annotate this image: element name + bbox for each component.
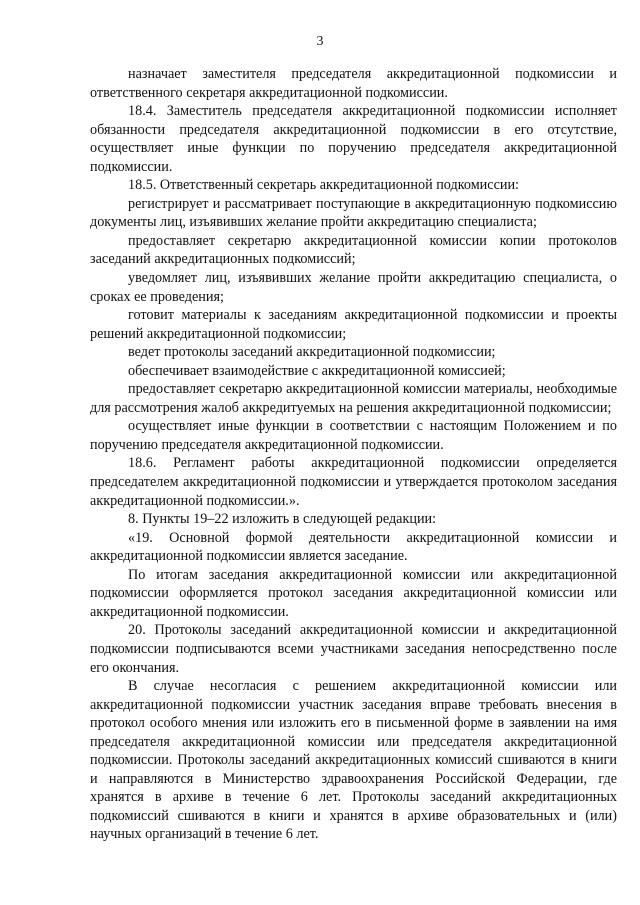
paragraph-keeps-minutes: ведет протоколы заседаний аккредитационной подкомиссии; bbox=[128, 344, 496, 361]
document-body bbox=[90, 65, 617, 844]
page-number: 3 bbox=[316, 34, 324, 49]
paragraph-provides-materials: предоставляет секретарю аккредитационной комиссии материалы, необходимые для рассмотрения жалоб аккредитуемых на решения аккредитационной подкомиссии; bbox=[90, 381, 617, 416]
paragraph-notifies: уведомляет лиц, изъявивших желание пройти аккредитацию специалиста, о сроках ее проведения; bbox=[90, 270, 617, 305]
paragraph-registers: регистрирует и рассматривает поступающие в аккредитационную подкомиссию документы лиц, изъявивших желание пройти аккредитацию специалиста; bbox=[90, 195, 617, 231]
paragraph-18-5: 18.5. Ответственный секретарь аккредитационной подкомиссии: bbox=[128, 177, 520, 194]
paragraph-meeting-results: По итогам заседания аккредитационной комиссии или аккредитационной подкомиссии оформляется протокол заседания аккредитационной комиссии или аккредитационной подкомиссии. bbox=[90, 566, 617, 620]
paragraph-other-functions: осуществляет иные функции в соответствии с настоящим Положением и по поручению председателя аккредитационной подкомиссии. bbox=[90, 418, 617, 453]
paragraph-18-6: 18.6. Регламент работы аккредитационной подкомиссии определяется председателем аккредитационной подкомиссии и утверждается протоколом заседания аккредитационной подкомиссии.». bbox=[90, 455, 617, 509]
paragraph-provides-copies: предоставляет секретарю аккредитационной комиссии копии протоколов заседаний аккредитационных подкомиссий; bbox=[90, 232, 617, 268]
paragraph-20: 20. Протоколы заседаний аккредитационной комиссии и аккредитационной подкомиссии подписываются всеми участниками заседания непосредственно после его окончания. bbox=[90, 622, 617, 676]
paragraph-disagreement: В случае несогласия с решением аккредитационной комиссии или аккредитационной подкомиссии участник заседания вправе требовать внесения в протокол особого мнения или изложить его в письменной форме в заявлении на имя председателя аккредитационной комиссии или председателя аккредитационной подкомиссии. Протоколы заседаний аккредитационных комиссий сшиваются в книги и направляются в Министерство здравоохранения Российской Федерации, где хранятся в архиве в течение 6 лет. Протоколы заседаний аккредитационных подкомиссий сшиваются в книги и хранятся в архиве образовательных и (или) научных организаций в течение 6 лет. bbox=[90, 678, 617, 843]
paragraph-item-8: 8. Пункты 19–22 изложить в следующей редакции: bbox=[128, 511, 437, 528]
paragraph-appoints-deputy: назначает заместителя председателя аккредитационной подкомиссии и ответственного секретаря аккредитационной подкомиссии. bbox=[90, 66, 617, 101]
paragraph-ensures-interaction: обеспечивает взаимодействие с аккредитационной комиссией; bbox=[128, 362, 506, 379]
paragraph-18-4: 18.4. Заместитель председателя аккредитационной подкомиссии исполняет обязанности председателя аккредитационной подкомиссии в его отсутствие, осуществляет иные функции по поручению председателя аккредитационной подкомиссии. bbox=[90, 103, 617, 175]
paragraph-prepares: готовит материалы к заседаниям аккредитационной подкомиссии и проекты решений аккредитационной подкомиссии; bbox=[90, 307, 617, 342]
paragraph-19: «19. Основной формой деятельности аккредитационной комиссии и аккредитационной подкомиссии является заседание. bbox=[90, 529, 617, 565]
